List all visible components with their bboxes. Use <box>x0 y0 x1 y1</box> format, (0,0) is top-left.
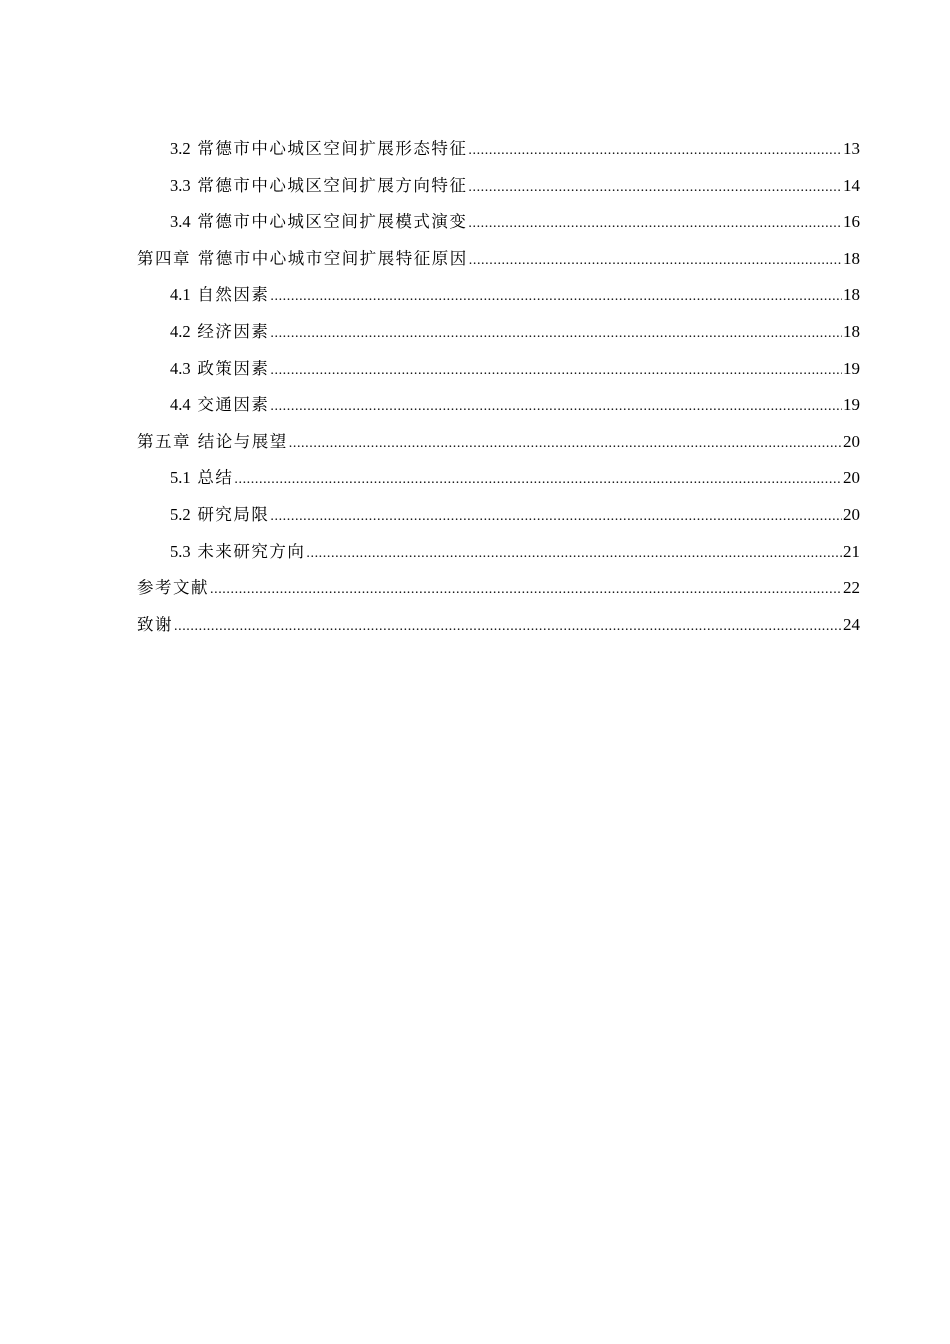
toc-dot-leader <box>270 353 842 390</box>
toc-entry-title <box>170 131 467 168</box>
toc-entry-number: 3.3 <box>170 175 191 195</box>
toc-entry-text: 常德市中心城区空间扩展模式演变 <box>197 212 468 232</box>
toc-dot-leader <box>306 536 842 573</box>
toc-entry-page: 22 <box>843 578 860 598</box>
toc-dot-leader <box>270 279 842 316</box>
toc-dot-leader <box>210 572 842 609</box>
toc-chapter[interactable] <box>137 241 860 278</box>
toc-entry-title <box>170 204 467 241</box>
toc-entry-title <box>170 277 269 314</box>
toc-entry-page: 14 <box>843 175 860 195</box>
toc-chapter-title: 第四章 常德市中心城市空间扩展特征原因 <box>137 248 468 268</box>
toc-entry-number: 4.2 <box>170 321 191 341</box>
toc-entry-text: 常德市中心城区空间扩展方向特征 <box>197 175 468 195</box>
toc-dot-leader <box>234 462 842 499</box>
toc-entry-page: 24 <box>843 614 860 634</box>
toc-entry[interactable] <box>137 351 860 388</box>
toc-entry-page: 20 <box>843 431 860 451</box>
toc-entry-title <box>170 351 269 388</box>
toc-dot-leader <box>469 243 842 280</box>
toc-entry[interactable] <box>137 497 860 534</box>
toc-entry-page: 21 <box>843 541 860 561</box>
toc-entry[interactable] <box>137 204 860 241</box>
toc-entry[interactable] <box>137 168 860 205</box>
toc-entry-page: 18 <box>843 248 860 268</box>
table-of-contents <box>137 131 860 643</box>
toc-entry-text: 交通因素 <box>197 395 270 415</box>
toc-entry-page: 16 <box>843 212 860 232</box>
toc-chapter[interactable] <box>137 424 860 461</box>
toc-entry-text: 常德市中心城区空间扩展形态特征 <box>197 139 468 158</box>
toc-entry-page: 18 <box>843 321 860 341</box>
toc-entry-page: 19 <box>843 358 860 378</box>
toc-entry-text: 经济因素 <box>197 321 270 341</box>
toc-dot-leader <box>468 133 842 170</box>
toc-entry-number: 5.3 <box>170 541 191 561</box>
toc-entry-title <box>170 168 467 205</box>
toc-entry-text: 自然因素 <box>197 285 270 305</box>
toc-entry[interactable] <box>137 460 860 497</box>
toc-entry-title <box>170 387 269 424</box>
toc-dot-leader <box>468 170 842 207</box>
toc-chapter-title: 第五章 结论与展望 <box>137 431 288 451</box>
toc-chapter[interactable] <box>137 607 860 644</box>
toc-entry-text: 政策因素 <box>197 358 270 378</box>
toc-entry[interactable] <box>137 314 860 351</box>
toc-chapter-title: 参考文献 <box>137 578 209 598</box>
toc-entry-page: 18 <box>843 285 860 305</box>
toc-entry-text: 总结 <box>197 468 234 488</box>
toc-entry-title <box>170 497 269 534</box>
toc-dot-leader <box>270 499 842 536</box>
toc-entry[interactable] <box>137 534 860 571</box>
toc-entry-page: 20 <box>843 504 860 524</box>
toc-entry-number: 3.2 <box>170 139 191 158</box>
toc-chapter-title: 致谢 <box>137 614 173 634</box>
toc-entry-number: 5.1 <box>170 468 191 488</box>
toc-entry-number: 5.2 <box>170 504 191 524</box>
toc-entry-text: 研究局限 <box>197 504 270 524</box>
toc-entry-page: 20 <box>843 468 860 488</box>
toc-dot-leader <box>174 609 842 646</box>
toc-entry-page: 19 <box>843 395 860 415</box>
toc-entry-number: 4.4 <box>170 395 191 415</box>
toc-entry[interactable] <box>137 277 860 314</box>
toc-entry[interactable] <box>137 387 860 424</box>
toc-entry-number: 3.4 <box>170 212 191 232</box>
toc-dot-leader <box>289 426 842 463</box>
toc-entry-text: 未来研究方向 <box>197 541 306 561</box>
toc-entry-title <box>170 460 233 497</box>
toc-entry-number: 4.3 <box>170 358 191 378</box>
toc-chapter[interactable] <box>137 570 860 607</box>
toc-entry-title <box>170 314 269 351</box>
toc-dot-leader <box>468 206 842 243</box>
toc-dot-leader <box>270 316 842 353</box>
toc-entry[interactable] <box>137 131 860 168</box>
toc-entry-page: 13 <box>843 139 860 158</box>
toc-entry-title <box>170 534 305 571</box>
toc-dot-leader <box>270 389 842 426</box>
toc-entry-number: 4.1 <box>170 285 191 305</box>
